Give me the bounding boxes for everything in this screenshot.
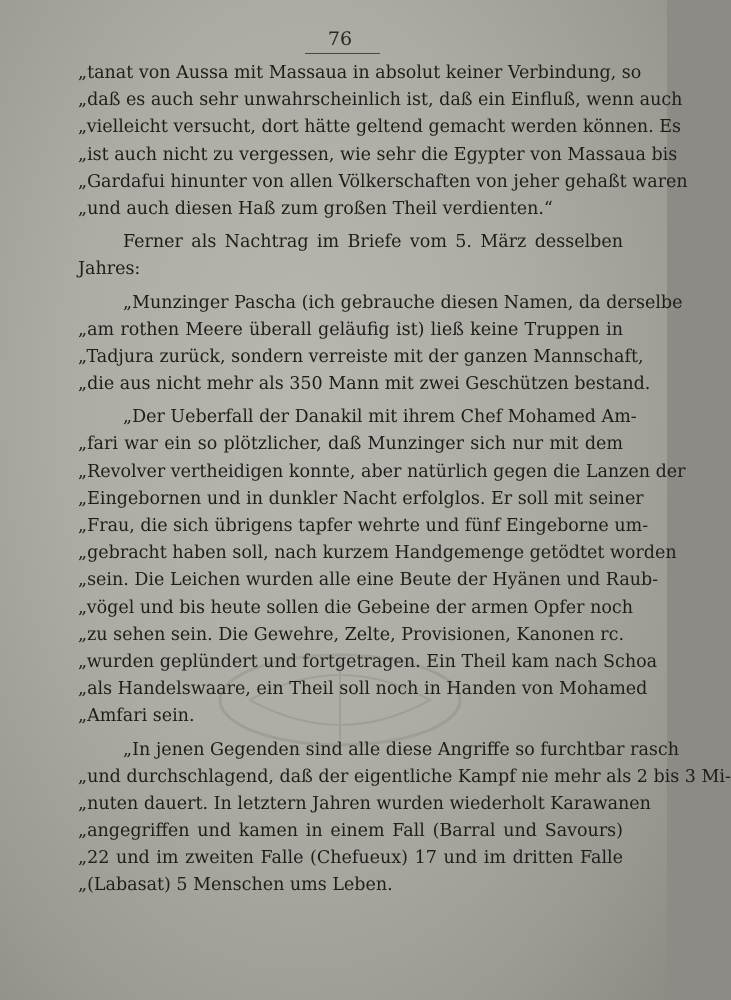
- text-line: „wurden geplündert und fortgetragen. Ein Theil kam nach Schoa: [78, 651, 658, 672]
- paragraph-3: [78, 290, 683, 399]
- text-line: „In jenen Gegenden sind alle diese Angriffe so furchtbar rasch: [123, 739, 679, 760]
- text-line: „ist auch nicht zu vergessen, wie sehr die Egypter von Massaua bis: [78, 144, 678, 165]
- text-line: „tanat von Aussa mit Massaua in absolut keiner Verbindung, so: [78, 63, 642, 83]
- text-line: „als Handelswaare, ein Theil soll noch in Handen von Mohamed: [78, 679, 648, 700]
- text-line: Jahres:: [78, 259, 141, 280]
- text-line: „vögel und bis heute sollen die Gebeine der armen Opfer noch: [78, 597, 633, 618]
- text-line: „Der Ueberfall der Danakil mit ihrem Chef Mohamed Am-: [123, 407, 637, 428]
- text-line: „nuten dauert. In letztern Jahren wurden wiederholt Karawanen: [78, 793, 651, 814]
- text-line: „Revolver vertheidigen konnte, aber natürlich gegen die Lanzen der: [78, 461, 686, 482]
- text-line: „und auch diesen Haß zum großen Theil verdienten.“: [78, 198, 553, 219]
- text-line: „sein. Die Leichen wurden alle eine Beute der Hyänen und Raub-: [78, 570, 659, 591]
- text-line: „die aus nicht mehr als 350 Mann mit zwei Geschützen bestand.: [78, 374, 651, 395]
- text-line: „(Labasat) 5 Menschen ums Leben.: [78, 875, 393, 896]
- text-line: „Tadjura zurück, sondern verreiste mit der ganzen Mannschaft,: [78, 346, 644, 367]
- paragraph-5: [78, 737, 731, 900]
- text-line: „Eingebornen und in dunkler Nacht erfolglos. Er soll mit seiner: [78, 488, 644, 509]
- paragraph-1: [78, 60, 688, 223]
- text-line: „daß es auch sehr unwahrscheinlich ist, daß ein Einfluß, wenn auch: [78, 90, 683, 111]
- page-number-rule: [305, 53, 380, 54]
- text-line: „gebracht haben soll, nach kurzem Handgemenge getödtet worden: [78, 543, 677, 564]
- text-line: „Frau, die sich übrigens tapfer wehrte und fünf Eingeborne um-: [78, 516, 649, 536]
- text-line: „am rothen Meere überall geläufig ist) ließ keine Truppen in: [78, 319, 623, 340]
- page-number: 76: [327, 28, 353, 50]
- text-line: „angegriffen und kamen in einem Fall (Barral und Savours): [78, 821, 623, 842]
- paragraph-2: [78, 229, 623, 283]
- text-line: „Gardafui hinunter von allen Völkerschaften von jeher gehaßt waren: [78, 171, 688, 192]
- text-line: „zu sehen sein. Die Gewehre, Zelte, Provisionen, Kanonen rc.: [78, 624, 625, 645]
- text-line: „und durchschlagend, daß der eigentliche Kampf nie mehr als 2 bis 3 Mi-: [78, 766, 731, 787]
- paragraph-4: [78, 404, 686, 730]
- text-block: [78, 60, 731, 900]
- text-line: „22 und im zweiten Falle (Chefueux) 17 und im dritten Falle: [78, 848, 623, 869]
- text-line: Ferner als Nachtrag im Briefe vom 5. März desselben: [123, 232, 623, 253]
- text-line: „Munzinger Pascha (ich gebrauche diesen Namen, da derselbe: [123, 292, 683, 313]
- text-line: „Amfari sein.: [78, 706, 195, 727]
- text-line: „fari war ein so plötzlicher, daß Munzinger sich nur mit dem: [78, 434, 623, 455]
- text-line: „vielleicht versucht, dort hätte geltend gemacht werden können. Es: [78, 117, 682, 138]
